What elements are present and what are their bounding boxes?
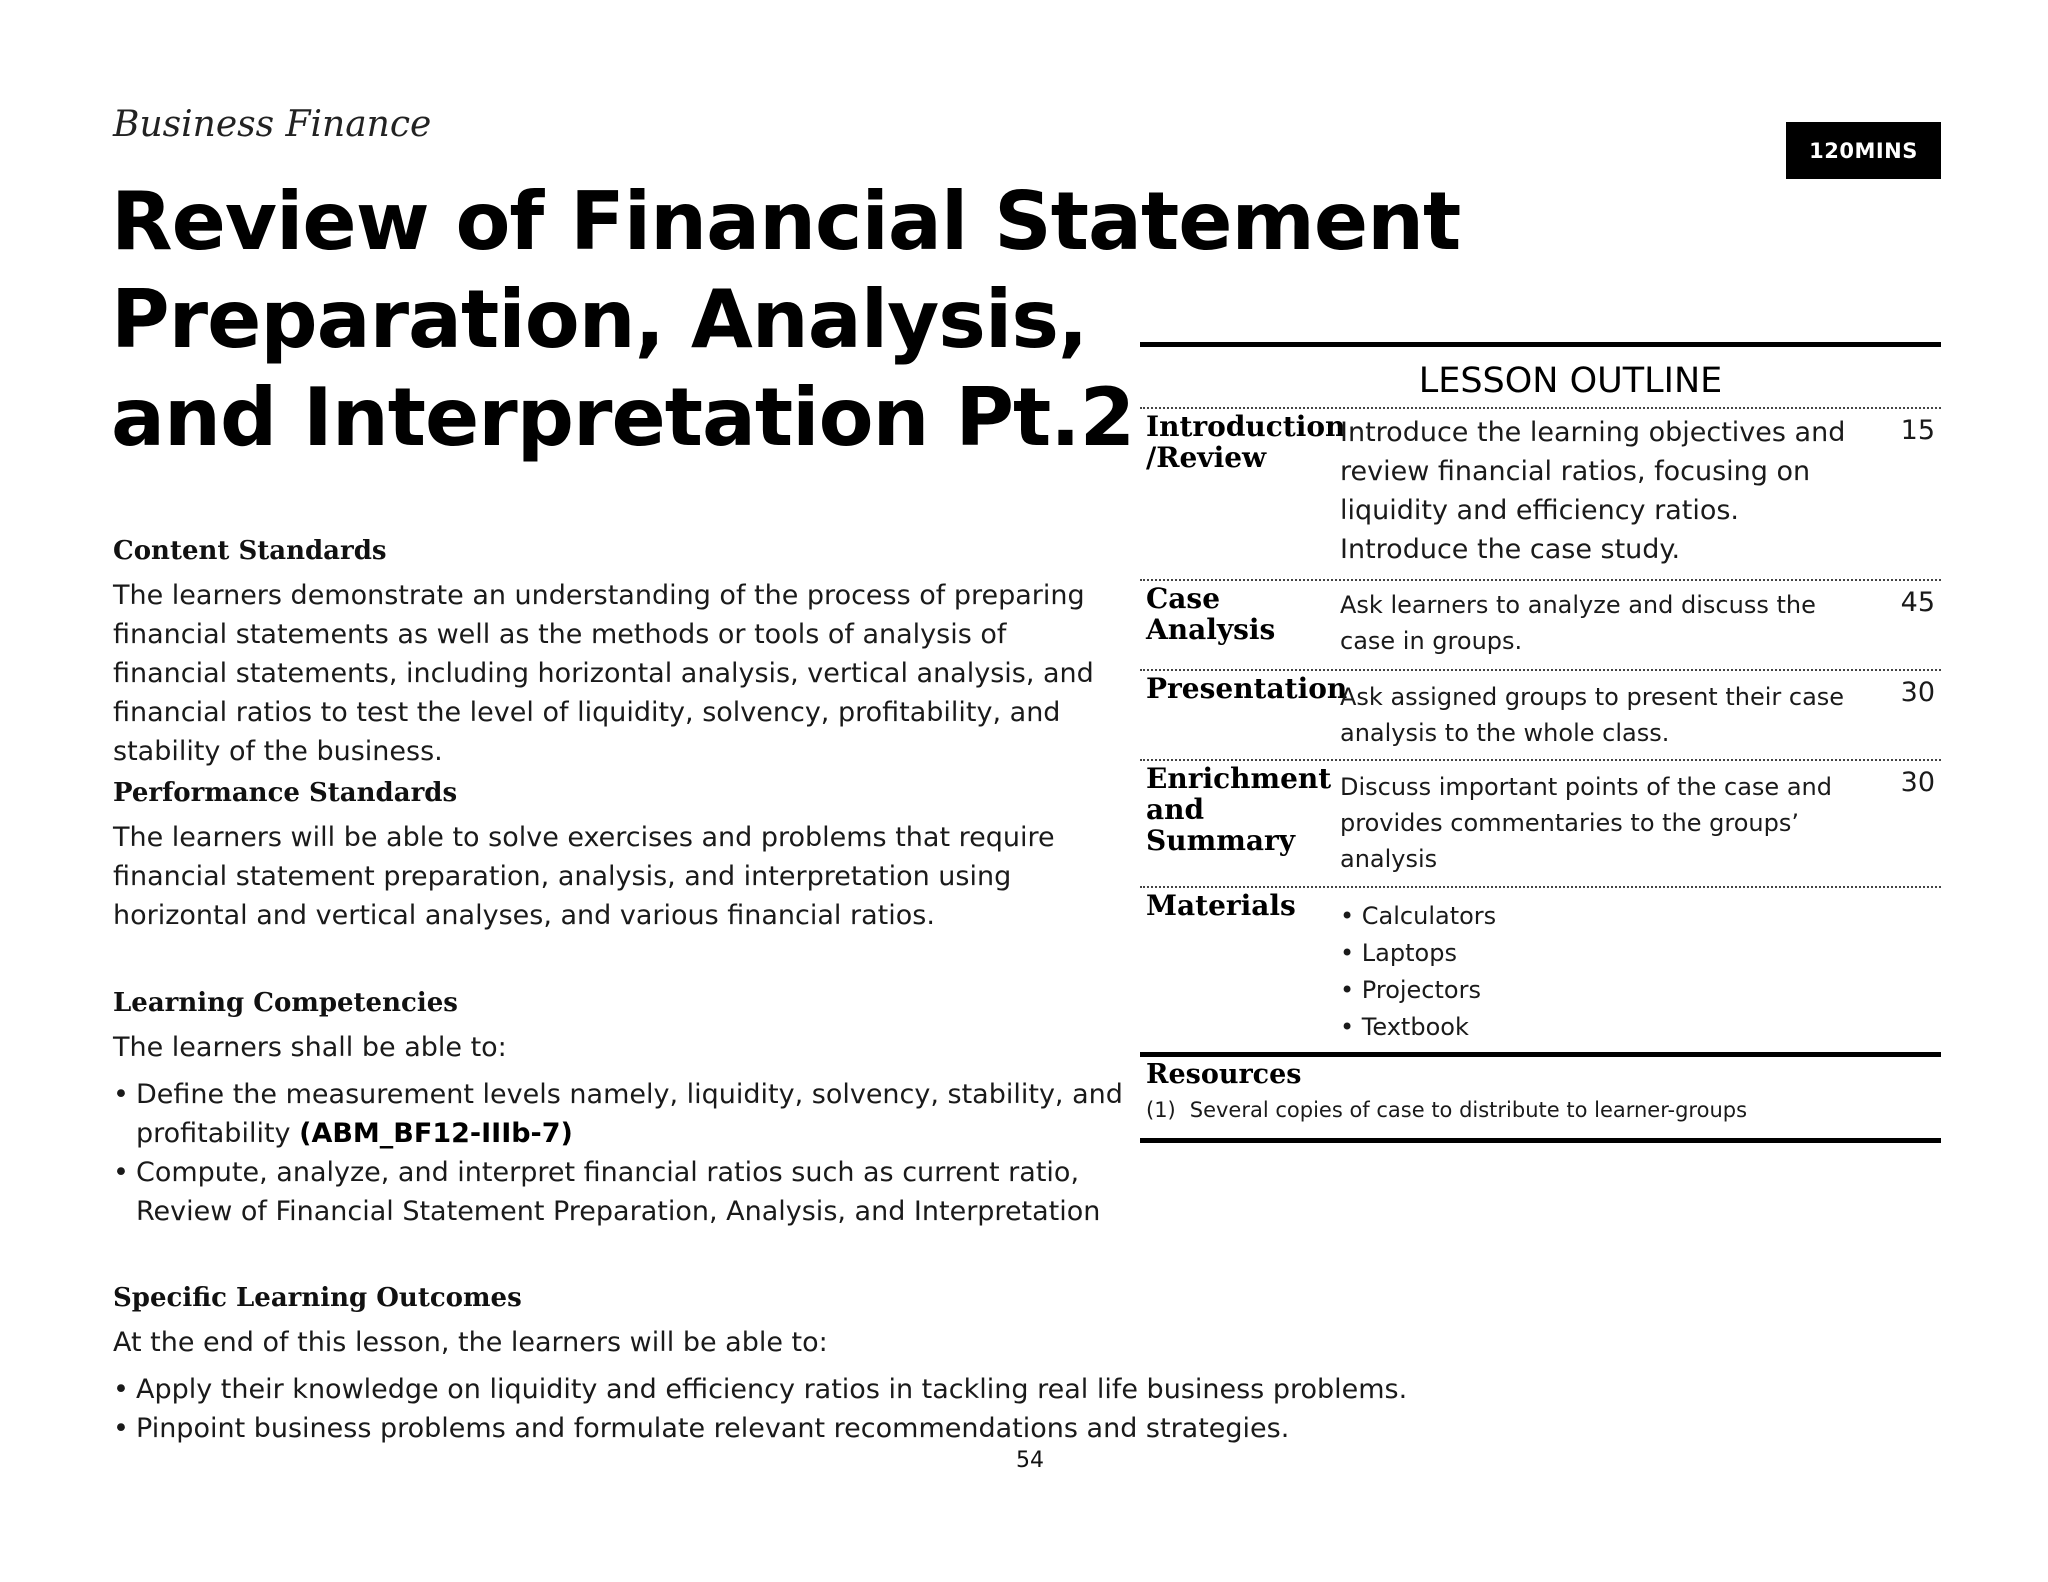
materials-row	[1140, 888, 1941, 1052]
outline-row	[1140, 761, 1941, 886]
performance-standards-text: The learners will be able to solve exercises and problems that require financial statement preparation, analysis, and interpretation using horizontal and vertical analyses, and various financial ratios.	[113, 822, 1055, 931]
outline-row-desc: Introduce the learning objectives and review financial ratios, focusing on liquidity and efficiency ratios. Introduce the case study.	[1340, 417, 1846, 565]
divider	[1140, 1052, 1941, 1057]
resource-text: Several copies of case to distribute to learner-groups	[1189, 1098, 1748, 1122]
page-number: 54	[1016, 1448, 1044, 1473]
competency-list	[113, 1075, 1123, 1231]
subject-label: Business Finance	[113, 104, 432, 145]
specific-learning-outcomes	[113, 1283, 1413, 1448]
title-line: Review of Financial Statement	[111, 175, 1461, 268]
outline-row-minutes: 45	[1900, 587, 1935, 618]
outline-row	[1140, 581, 1941, 669]
outcome-item	[113, 1370, 1413, 1409]
bullet-icon: •	[1340, 902, 1362, 930]
outline-row-desc: Discuss important points of the case and provides commentaries to the groups’ analysis	[1340, 773, 1832, 873]
title-line: Preparation, Analysis,	[111, 273, 1088, 366]
divider	[1140, 1138, 1941, 1143]
learning-competencies-heading: Learning Competencies	[113, 988, 458, 1018]
outcome-list	[113, 1370, 1413, 1448]
outline-row-label: Presentation	[1146, 672, 1348, 705]
outcome-text: Apply their knowledge on liquidity and efficiency ratios in tackling real life business problems.	[136, 1374, 1408, 1405]
duration-badge: 120MINS	[1786, 122, 1941, 179]
competency-item	[113, 1075, 1123, 1153]
material-item: • Textbook	[1340, 1013, 1469, 1041]
bullet-icon: •	[113, 1079, 129, 1110]
outcome-item	[113, 1409, 1413, 1448]
outcome-text: Pinpoint business problems and formulate relevant recommendations and strategies.	[136, 1413, 1290, 1444]
outline-row-minutes: 30	[1900, 677, 1935, 708]
performance-standards-heading: Performance Standards	[113, 778, 458, 808]
outline-row-desc: Ask learners to analyze and discuss the case in groups.	[1340, 591, 1816, 655]
outline-row-label: Case Analysis	[1146, 582, 1276, 646]
outline-row-label: Enrichment and Summary	[1146, 762, 1332, 857]
bullet-icon: •	[1340, 939, 1362, 967]
materials-list	[1340, 888, 1870, 1052]
outline-row-minutes: 30	[1900, 767, 1935, 798]
bullet-icon: •	[113, 1413, 129, 1444]
outline-row-minutes: 15	[1900, 415, 1935, 446]
outline-row-label: Introduction /Review	[1146, 410, 1346, 474]
competency-text: Define the measurement levels namely, liquidity, solvency, stability, and profitability	[136, 1079, 1123, 1149]
lesson-outline	[1140, 342, 1941, 1143]
bullet-icon: •	[1340, 1013, 1362, 1041]
resource-number: (1)	[1146, 1098, 1176, 1122]
outline-row	[1140, 409, 1941, 579]
competency-code: (ABM_BF12-IIIb-7)	[299, 1118, 573, 1149]
material-item: • Laptops	[1340, 939, 1457, 967]
content-standards-text: The learners demonstrate an understanding of the process of preparing financial statements as well as the methods or tools of analysis of financial statements, including horizontal analysis, vertical analysis, and financial ratios to test the level of liquidity, solvency, profitability, and stability of the business.	[113, 580, 1094, 767]
outcomes-intro: At the end of this lesson, the learners will be able to:	[113, 1327, 828, 1358]
material-item: • Calculators	[1340, 902, 1497, 930]
title-line: and Interpretation Pt.2	[111, 371, 1135, 464]
learning-competencies-intro: The learners shall be able to:	[113, 1032, 507, 1063]
outline-row	[1140, 671, 1941, 759]
competency-item	[113, 1153, 1123, 1231]
competency-text: Compute, analyze, and interpret financial ratios such as current ratio, Review of Financial Statement Preparation, Analysis, and Interpretation	[136, 1157, 1101, 1227]
learning-competencies	[113, 988, 1123, 1231]
content-standards-heading: Content Standards	[113, 536, 387, 566]
materials-label: Materials	[1146, 889, 1296, 922]
bullet-icon: •	[113, 1157, 129, 1188]
content-standards	[113, 536, 1123, 771]
bullet-icon: •	[113, 1374, 129, 1405]
resources-heading: Resources	[1146, 1059, 1302, 1090]
outline-row-desc: Ask assigned groups to present their case analysis to the whole class.	[1340, 683, 1845, 747]
material-item: • Projectors	[1340, 976, 1481, 1004]
performance-standards	[113, 778, 1123, 935]
lesson-outline-heading: LESSON OUTLINE	[1418, 361, 1723, 401]
bullet-icon: •	[1340, 976, 1362, 1004]
outcomes-heading: Specific Learning Outcomes	[113, 1283, 522, 1313]
resource-item	[1140, 1098, 1941, 1138]
